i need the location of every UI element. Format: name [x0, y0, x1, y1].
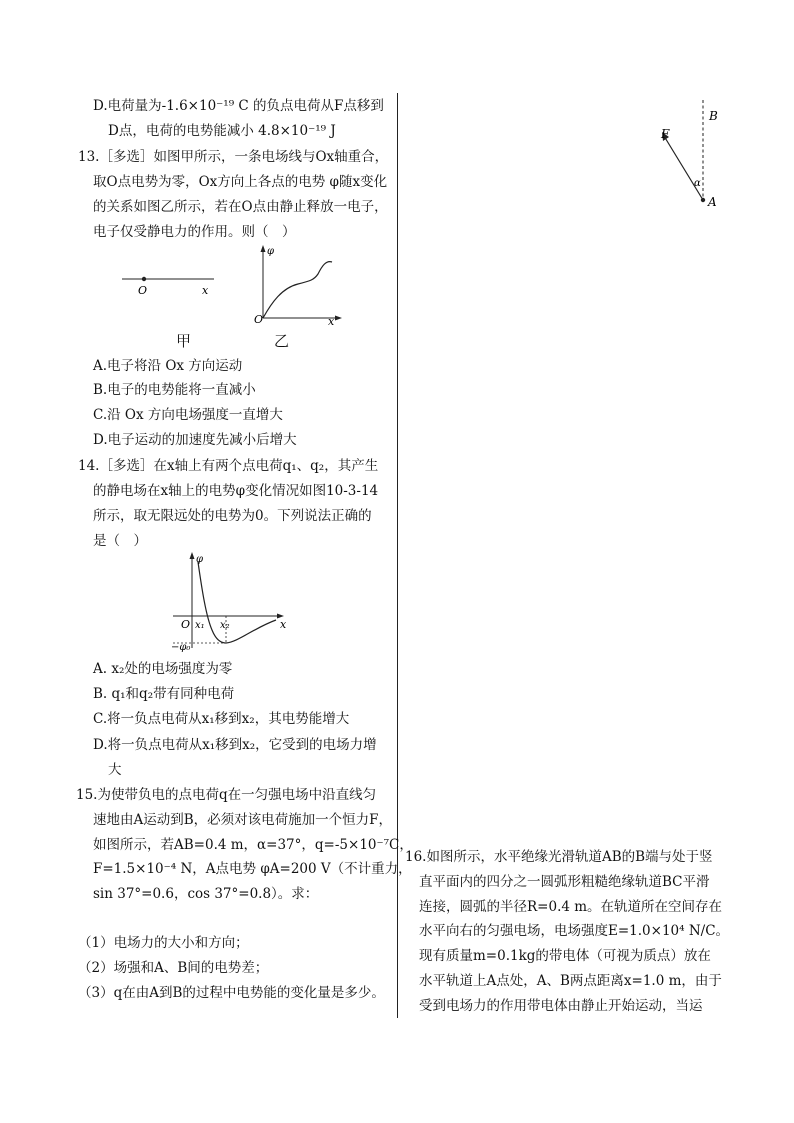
fig14-phi-label: φ [196, 554, 204, 565]
fig14-x-label: x [280, 618, 287, 631]
q16-stem-line6: 水平轨道上A点处，A、B两点距离x=1.0 m，由于 [419, 973, 722, 989]
fig15-alpha-label: α [694, 178, 701, 189]
q15-stem-line2: 速地由A运动到B，必须对该电荷施加一个恒力F， [93, 812, 393, 828]
fig15-f-label: F [661, 127, 670, 141]
q13-stem-line3: 的关系如图乙所示，若在O点由静止释放一电子， [93, 199, 388, 215]
point-a [701, 198, 705, 202]
q13-option-a: A.电子将沿 Ox 方向运动 [93, 358, 243, 374]
q15-sub-3: （3）q在由A到B的过程中电势能的变化量是多少。 [78, 985, 385, 1001]
fig14-x1-label: x₁ [195, 620, 205, 631]
fig14-neg-phi0-label: −φ₀ [171, 642, 191, 653]
q16-stem-line4: 水平向右的匀强电场，电场强度E=1.0×10⁴ N/C。 [419, 923, 730, 939]
q15-stem-line5: sin 37°=0.6，cos 37°=0.8）。求： [93, 886, 319, 902]
fig15-b-label: B [709, 109, 718, 123]
q14-option-c: C.将一负点电荷从x₁移到x₂，其电势能增大 [93, 711, 350, 727]
q13-figure-yi [250, 244, 345, 326]
q13-stem-line4: 电子仅受静电力的作用。则（ ） [93, 224, 296, 240]
q16-stem-line5: 现有质量m=0.1kg的带电体（可视为质点）放在 [419, 948, 711, 964]
q16-stem-line7: 受到电场力的作用带电体由静止开始运动，当运 [419, 998, 703, 1014]
phi-curve [263, 262, 332, 318]
q14-stem-line1: 14.［多选］在x轴上有两个点电荷q₁、q₂，其产生 [78, 458, 379, 474]
q14-figure [168, 550, 293, 654]
q13-option-d: D.电子运动的加速度先减小后增大 [93, 432, 297, 448]
fig-jia-x-label: x [202, 284, 209, 297]
q16-stem-line3: 连接，圆弧的半径R=0.4 m。在轨道所在空间存在 [419, 899, 723, 915]
q15-stem-line3: 如图所示，若AB=0.4 m，α=37°，q=-5×10⁻⁷C， [93, 837, 413, 853]
q16-stem-line1: 16.如图所示，水平绝缘光滑轨道AB的B端与处于竖 [405, 849, 713, 865]
q15-stem-line4: F=1.5×10⁻⁴ N，A点电势 φA=200 V（不计重力， [93, 861, 412, 877]
q15-figure [652, 96, 732, 214]
q14-stem-line4: 是（ ） [93, 533, 147, 549]
q13-stem-line2: 取O点电势为零，Ox方向上各点的电势 φ随x变化 [93, 174, 388, 190]
q13-stem-line1: 13.［多选］如图甲所示，一条电场线与Ox轴重合， [78, 149, 389, 165]
q12-option-d-line2: D点，电荷的电势能减小 4.8×10⁻¹⁹ J [108, 123, 336, 139]
fig14-o-label: O [181, 618, 191, 631]
q12-option-d-line1: D.电荷量为-1.6×10⁻¹⁹ C 的负点电荷从F点移到 [93, 98, 384, 114]
q14-option-a: A. x₂处的电场强度为零 [93, 661, 233, 677]
q14-option-d-line2: 大 [108, 762, 122, 778]
q15-stem-line1: 15.为使带负电的点电荷q在一匀强电场中沿直线匀 [76, 787, 377, 803]
q13-option-b: B.电子的电势能将一直减小 [93, 382, 256, 398]
q14-option-d-line1: D.将一负点电荷从x₁移到x₂，它受到的电场力增 [93, 737, 377, 753]
fig15-a-label: A [708, 195, 717, 209]
potential-curve [198, 562, 276, 643]
q14-stem-line2: 的静电场在x轴上的电势φ变化情况如图10-3-14 [93, 483, 379, 499]
fig-yi-phi-label: φ [267, 246, 275, 257]
fig14-x2-label: x₂ [220, 620, 230, 631]
q13-figure-yi-caption: 乙 [274, 332, 290, 350]
q15-sub-2: （2）场强和A、B间的电势差； [78, 960, 269, 976]
q14-stem-line3: 所示，取无限远处的电势为0。下列说法正确的 [93, 508, 372, 524]
fig-jia-o-label: O [138, 284, 148, 297]
q14-option-b: B. q₁和q₂带有同种电荷 [93, 686, 235, 702]
q15-sub-1: （1）电场力的大小和方向； [78, 935, 249, 951]
fig-yi-x-label: x [328, 315, 335, 326]
fig-yi-o-label: O [254, 313, 264, 326]
q13-figure-jia [118, 268, 218, 298]
column-divider [397, 93, 398, 1018]
q13-option-c: C.沿 Ox 方向电场强度一直增大 [93, 407, 283, 423]
origin-point [142, 277, 146, 281]
q13-figure-jia-caption: 甲 [176, 332, 192, 350]
q16-stem-line2: 直平面内的四分之一圆弧形粗糙绝缘轨道BC平滑 [419, 874, 710, 890]
